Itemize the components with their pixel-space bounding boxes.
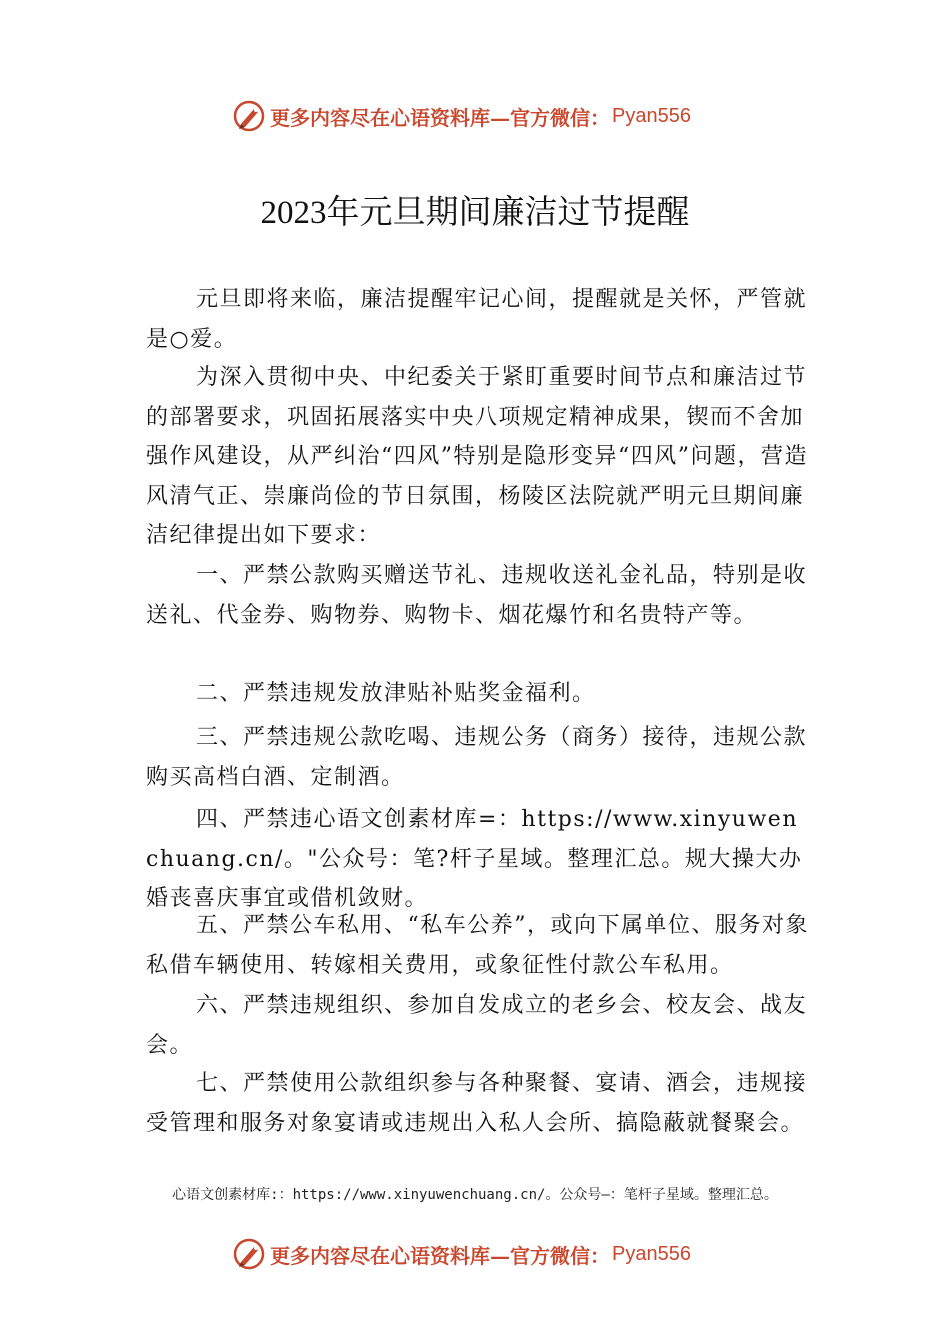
paragraph-item-6: 六、严禁违规组织、参加自发成立的老乡会、校友会、战友会。 xyxy=(146,993,808,1058)
footer-note: 心语文创素材库:：https://www.xinyuwenchuang.cn/。公众号—：笔杆子星域。整理汇总。 xyxy=(172,1187,778,1203)
footer-banner xyxy=(0,1234,950,1274)
pen-logo-icon xyxy=(232,99,266,133)
banner-text: 更多内容尽在心语资料库—官方微信： xyxy=(270,105,610,130)
banner-wechat-id: Pyan556 xyxy=(612,1242,691,1265)
header-banner xyxy=(0,96,950,136)
paragraph-intro: 元旦即将来临，廉洁提醒牢记心间，提醒就是关怀，严管就是○爱。 xyxy=(146,287,808,352)
paragraph-item-3: 三、严禁违规公款吃喝、违规公务（商务）接待，违规公款购买高档白酒、定制酒。 xyxy=(146,725,808,790)
paragraph-purpose: 为深入贯彻中央、中纪委关于紧盯重要时间节点和廉洁过节的部署要求，巩固拓展落实中央八项规定精神成果，锲而不舍加强作风建设，从严纠治“四风”特别是隐形变异“四风”问题，营造风清气正、崇廉尚俭的节日氛围，杨陵区法院就严明元旦期间廉洁纪律提出如下要求： xyxy=(146,365,808,548)
page-title: 2023年元旦期间廉洁过节提醒 xyxy=(260,195,690,231)
banner-text: 更多内容尽在心语资料库—官方微信： xyxy=(270,1243,610,1268)
banner-wechat-id: Pyan556 xyxy=(612,104,691,127)
paragraph-item-2: 二、严禁违规发放津贴补贴奖金福利。 xyxy=(196,681,596,706)
paragraph-item-4: 四、严禁违心语文创素材库=：https://www.xinyuwenchuang.cn/。"公众号：笔?杆子星域。整理汇总。规大操大办婚丧喜庆事宜或借机敛财。 xyxy=(146,807,803,911)
pen-logo-icon xyxy=(232,1237,266,1271)
paragraph-item-5: 五、严禁公车私用、“私车公养”，或向下属单位、服务对象私借车辆使用、转嫁相关费用，或象征性付款公车私用。 xyxy=(146,913,809,978)
paragraph-item-1: 一、严禁公款购买赠送节礼、违规收送礼金礼品，特别是收送礼、代金券、购物券、购物卡、烟花爆竹和名贵特产等。 xyxy=(146,563,808,628)
paragraph-item-7: 七、严禁使用公款组织参与各种聚餐、宴请、酒会，违规接受管理和服务对象宴请或违规出入私人会所、搞隐蔽就餐聚会。 xyxy=(146,1071,808,1136)
